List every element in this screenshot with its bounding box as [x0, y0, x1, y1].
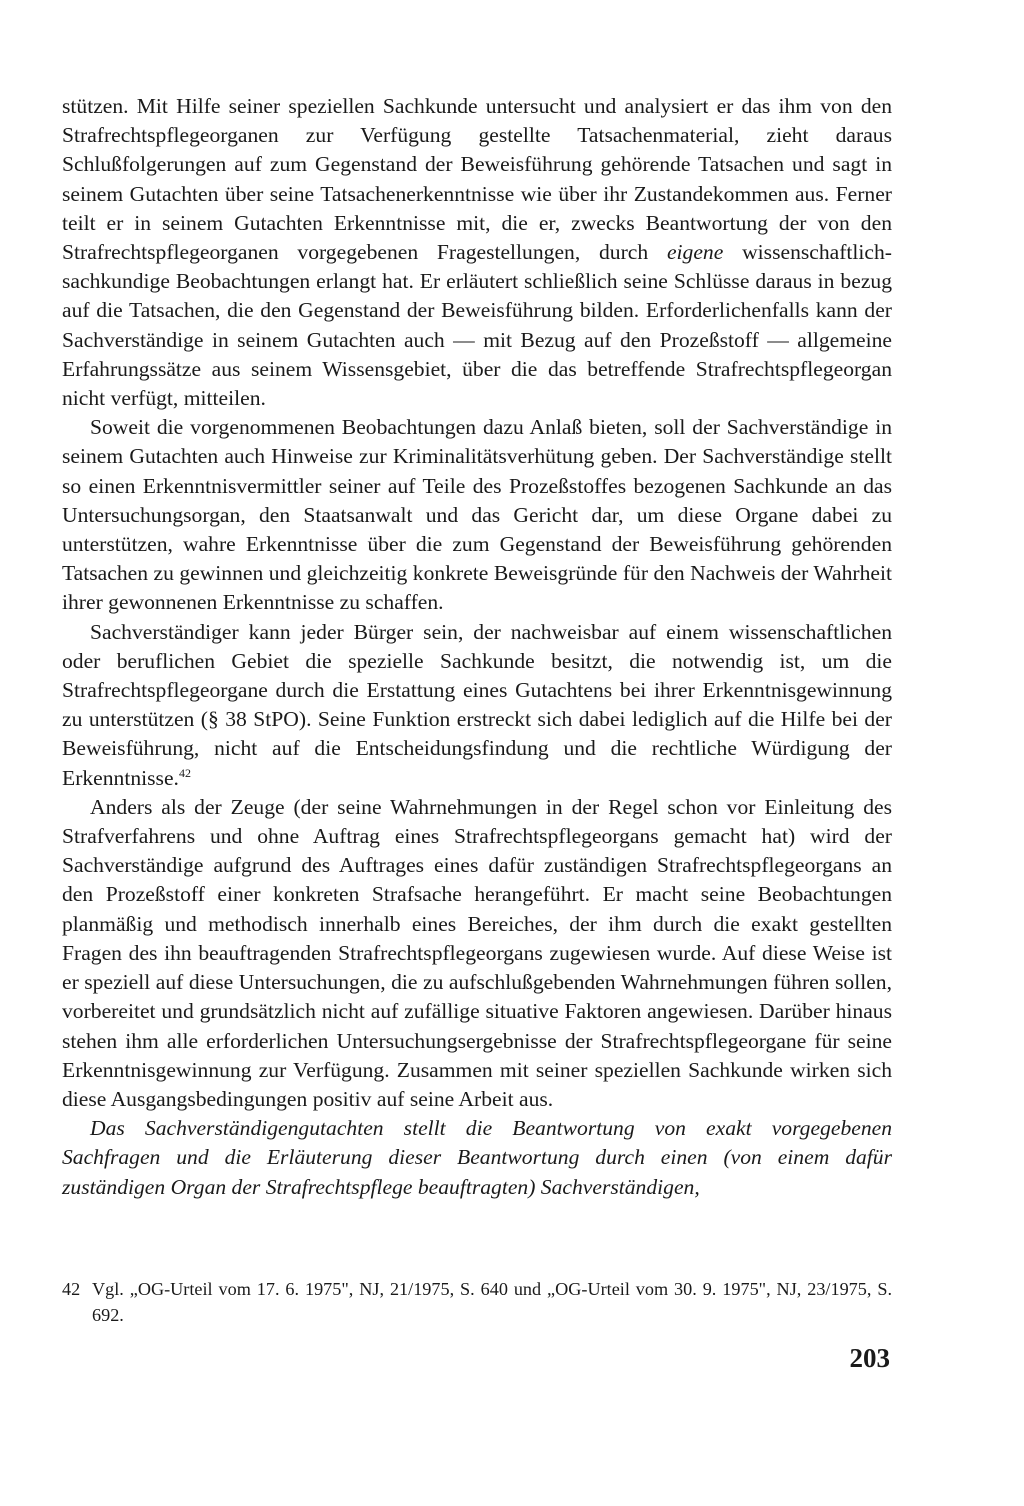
body-text — [62, 92, 892, 1202]
paragraph-1-text: stützen. Mit Hilfe seiner speziellen Sachkunde untersucht und analysiert er das ihm von den Strafrechtspflegeorganen zur Verfügung gestellte Tatsachenmaterial, zieht daraus Schlußfolgerungen auf zum Gegenstand der Beweisführung gehörende Tatsachen und sagt in seinem Gutachten über seine Tatsachenerkenntnisse wie über ihr Zustandekommen aus. Ferner teilt er in seinem Gutachten Erkenntnisse mit, die er, zwecks Beantwortung der von den Strafrechtspflegeorganen vorgegebenen Fragestellungen, durch — [62, 94, 892, 265]
paragraph-3-text: Sachverständiger kann jeder Bürger sein, der nachweisbar auf einem wissenschaftlichen oder beruflichen Gebiet die spezielle Sachkunde besitzt, die notwendig ist, um die Strafrechtspflegeorgane durch die Erstattung eines Gutachtens bei ihrer Erkenntnisgewinnung zu unterstützen (§ 38 StPO). Seine Funktion erstreckt sich dabei lediglich auf die Hilfe bei der Beweisführung, nicht auf die Entscheidungsfindung und die rechtliche Würdigung der Erkenntnisse. — [62, 619, 892, 790]
page-number: 203 — [849, 1343, 890, 1373]
paragraph-2: Soweit die vorgenommenen Beobachtungen dazu Anlaß bieten, soll der Sachverständige in seinem Gutachten auch Hinweise zur Kriminalitätsverhütung geben. Der Sachverständige stellt so einen Erkenntnisvermittler seiner auf Teile des Prozeßstoffes bezogenen Sachkunde an das Untersuchungsorgan, den Staatsanwalt und das Gericht dar, um diese Organe dabei zu unterstützen, wahre Erkenntnisse über die zum Gegenstand der Beweisführung gehörenden Tatsachen zu gewinnen und gleichzeitig konkrete Beweisgründe für den Nachweis der Wahrheit ihrer gewonnenen Erkenntnisse zu schaffen. — [62, 415, 892, 615]
paragraph-4: Anders als der Zeuge (der seine Wahrnehmungen in der Regel schon vor Einleitung des Strafverfahrens und ohne Auftrag eines Strafrechtspflegeorgans gemacht hat) wird der Sachverständige aufgrund des Auftrages eines dafür zuständigen Strafrechtspflegeorgans an den Prozeßstoff einer konkreten Strafsache herangeführt. Er macht seine Beobachtungen planmäßig und methodisch innerhalb eines Bereiches, der ihm durch die exakt gestellten Fragen des ihn beauftragenden Strafrechtspflegeorgans zugewiesen wurde. Auf diese Weise ist er speziell auf diese Untersuchungen, die zu aufschlußgebenden Wahrnehmungen führen sollen, vorbereitet und grundsätzlich nicht auf zufällige situative Faktoren angewiesen. Darüber hinaus stehen ihm alle erforderlichen Untersuchungsergebnisse der Strafrechtspflegeorgane für seine Erkenntnisgewinnung zur Verfügung. Zusammen mit seiner speziellen Sachkunde wirken sich diese Ausgangsbedingungen positiv auf seine Arbeit aus. — [62, 794, 892, 1111]
emphasized-word: eigene — [666, 240, 724, 265]
paragraph-1-text-continued: wissenschaftlich-sachkundige Beobachtungen erlangt hat. Er erläutert schließlich seine Schlüsse daraus in bezug auf die Tatsachen, die den Gegenstand der Beweisführung bilden. Erforderlichenfalls kann der Sachverständige in seinem Gutachten auch — mit Bezug auf den Prozeßstoff — allgemeine Erfahrungssätze aus seinem Wissensgebiet, über die das betreffende Strafrechtspflegeorgan nicht verfügt, mitteilen. — [62, 240, 892, 411]
footnote-reference[interactable]: 42 — [178, 765, 191, 780]
footnote — [62, 1276, 892, 1328]
footnote-number: 42 — [62, 1279, 81, 1299]
paragraph-3 — [62, 618, 892, 793]
footnote-text: Vgl. „OG-Urteil vom 17. 6. 1975", NJ, 21/1975, S. 640 und „OG-Urteil vom 30. 9. 1975", NJ, 23/1975, S. 692. — [92, 1279, 892, 1325]
paragraph-1 — [62, 92, 892, 413]
paragraph-5: Das Sachverständigengutachten stellt die Beantwortung von exakt vorgegebenen Sachfragen und die Erläuterung dieser Beantwortung durch einen (von einem dafür zuständigen Organ der Strafrechtspflege beauftragten) Sachverständigen, — [62, 1116, 892, 1199]
